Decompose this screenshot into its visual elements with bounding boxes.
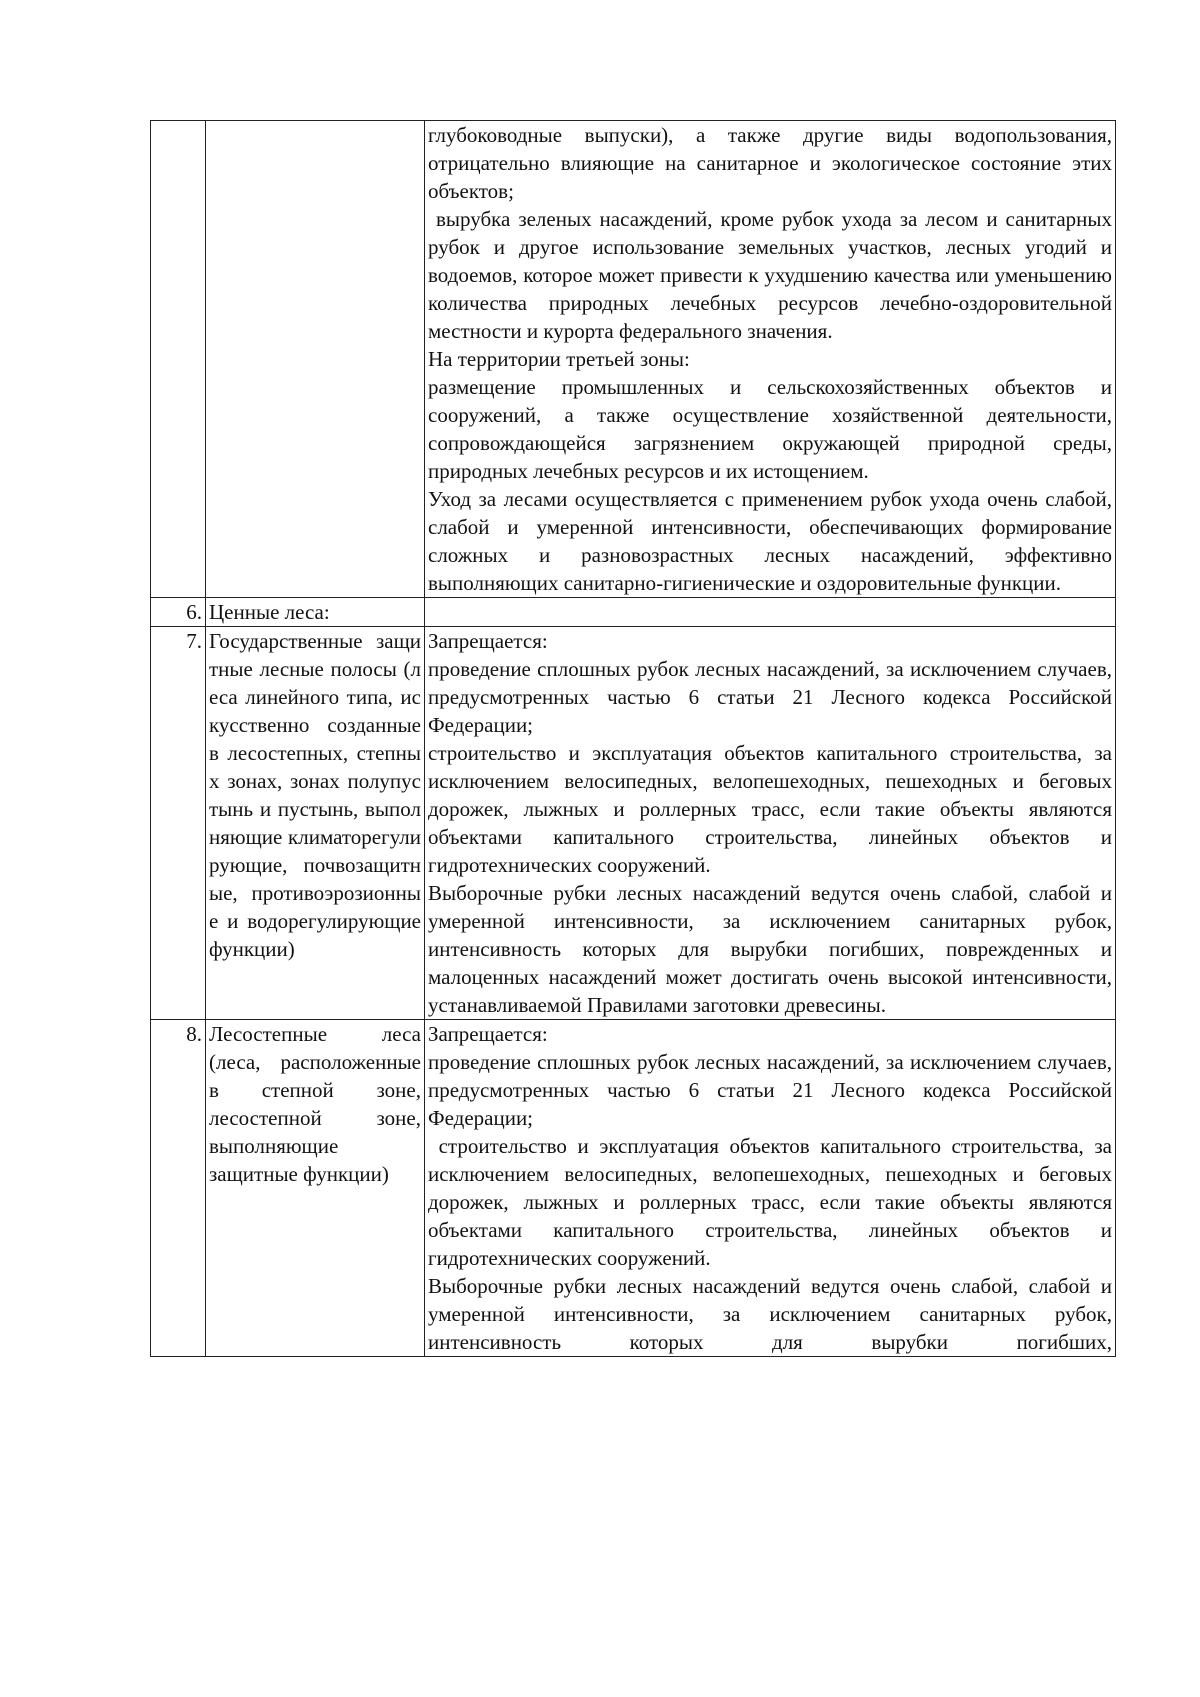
- row-number: 8.: [151, 1020, 206, 1357]
- regulation-paragraph: глубоководные выпуски), а также другие виды водопользования, отрицательно влияющие на санитарное и экологическое состояние этих объектов;: [428, 123, 1112, 203]
- row-number: 6.: [151, 598, 206, 627]
- regulation-paragraph: Запрещается:: [428, 629, 548, 653]
- regulation-content: [425, 1020, 1116, 1357]
- forest-category: [206, 121, 425, 598]
- row-number: [151, 121, 206, 598]
- regulation-paragraph: Запрещается:: [428, 1022, 548, 1046]
- regulation-paragraph: На территории третьей зоны:: [428, 347, 690, 371]
- regulation-paragraph: проведение сплошных рубок лесных насаждений, за исключением случаев, предусмотренных частью 6 статьи 21 Лесного кодекса Российской Федерации;: [428, 1050, 1112, 1130]
- table-row: [151, 121, 1116, 598]
- regulation-paragraph: Выборочные рубки лесных насаждений ведутся очень слабой, слабой и умеренной интенсивности, за исключением санитарных рубок, интенсивность которых для вырубки погибших,: [428, 1274, 1112, 1354]
- row-number: 7.: [151, 627, 206, 1020]
- regulation-paragraph: Выборочные рубки лесных насаждений ведутся очень слабой, слабой и умеренной интенсивности, за исключением санитарных рубок, интенсивность которых для вырубки погибших, поврежденных и малоценных насаждений может достигать очень высокой интенсивности, устанавливаемой Правилами заготовки древесины.: [428, 881, 1112, 1017]
- regulation-content: [425, 598, 1116, 627]
- forest-category: Ценные леса:: [206, 598, 425, 627]
- forest-regulations-table: [150, 120, 1116, 1357]
- table-row: [151, 598, 1116, 627]
- table-row: [151, 1020, 1116, 1357]
- regulation-paragraph: размещение промышленных и сельскохозяйственных объектов и сооружений, а также осуществление хозяйственной деятельности, сопровождающейся загрязнением окружающей природной среды, природных лечебных ресурсов и их истощением.: [428, 375, 1112, 483]
- regulation-paragraph: Уход за лесами осуществляется с применением рубок ухода очень слабой, слабой и умеренной интенсивности, обеспечивающих формирование сложных и разновозрастных лесных насаждений, эффективно выполняющих санитарно-гигиенические и оздоровительные функции.: [428, 487, 1112, 595]
- forest-category: Государственные защитные лесные полосы (леса линейного типа, искусственно созданные в лесостепных, степных зонах, зонах полупустынь и пустынь, выполняющие климаторегулирующие, почвозащитные, противоэрозионные и водорегулирующие функции): [206, 627, 425, 1020]
- regulation-paragraph: строительство и эксплуатация объектов капитального строительства, за исключением велосипедных, велопешеходных, пешеходных и беговых дорожек, лыжных и роллерных трасс, если такие объекты являются объектами капитального строительства, линейных объектов и гидротехнических сооружений.: [428, 741, 1112, 877]
- table-row: [151, 627, 1116, 1020]
- regulation-paragraph: вырубка зеленых насаждений, кроме рубок ухода за лесом и санитарных рубок и другое использование земельных участков, лесных угодий и водоемов, которое может привести к ухудшению качества или уменьшению количества природных лечебных ресурсов лечебно-оздоровительной местности и курорта федерального значения.: [428, 207, 1118, 343]
- forest-category: Лесостепные леса (леса, расположенные в степной зоне, лесостепной зоне, выполняющие защитные функции): [206, 1020, 425, 1357]
- regulation-paragraph: проведение сплошных рубок лесных насаждений, за исключением случаев, предусмотренных частью 6 статьи 21 Лесного кодекса Российской Федерации;: [428, 657, 1112, 737]
- regulation-content: [425, 627, 1116, 1020]
- regulation-paragraph: строительство и эксплуатация объектов капитального строительства, за исключением велосипедных, велопешеходных, пешеходных и беговых дорожек, лыжных и роллерных трасс, если такие объекты являются объектами капитального строительства, линейных объектов и гидротехнических сооружений.: [428, 1134, 1118, 1270]
- regulation-content: [425, 121, 1116, 598]
